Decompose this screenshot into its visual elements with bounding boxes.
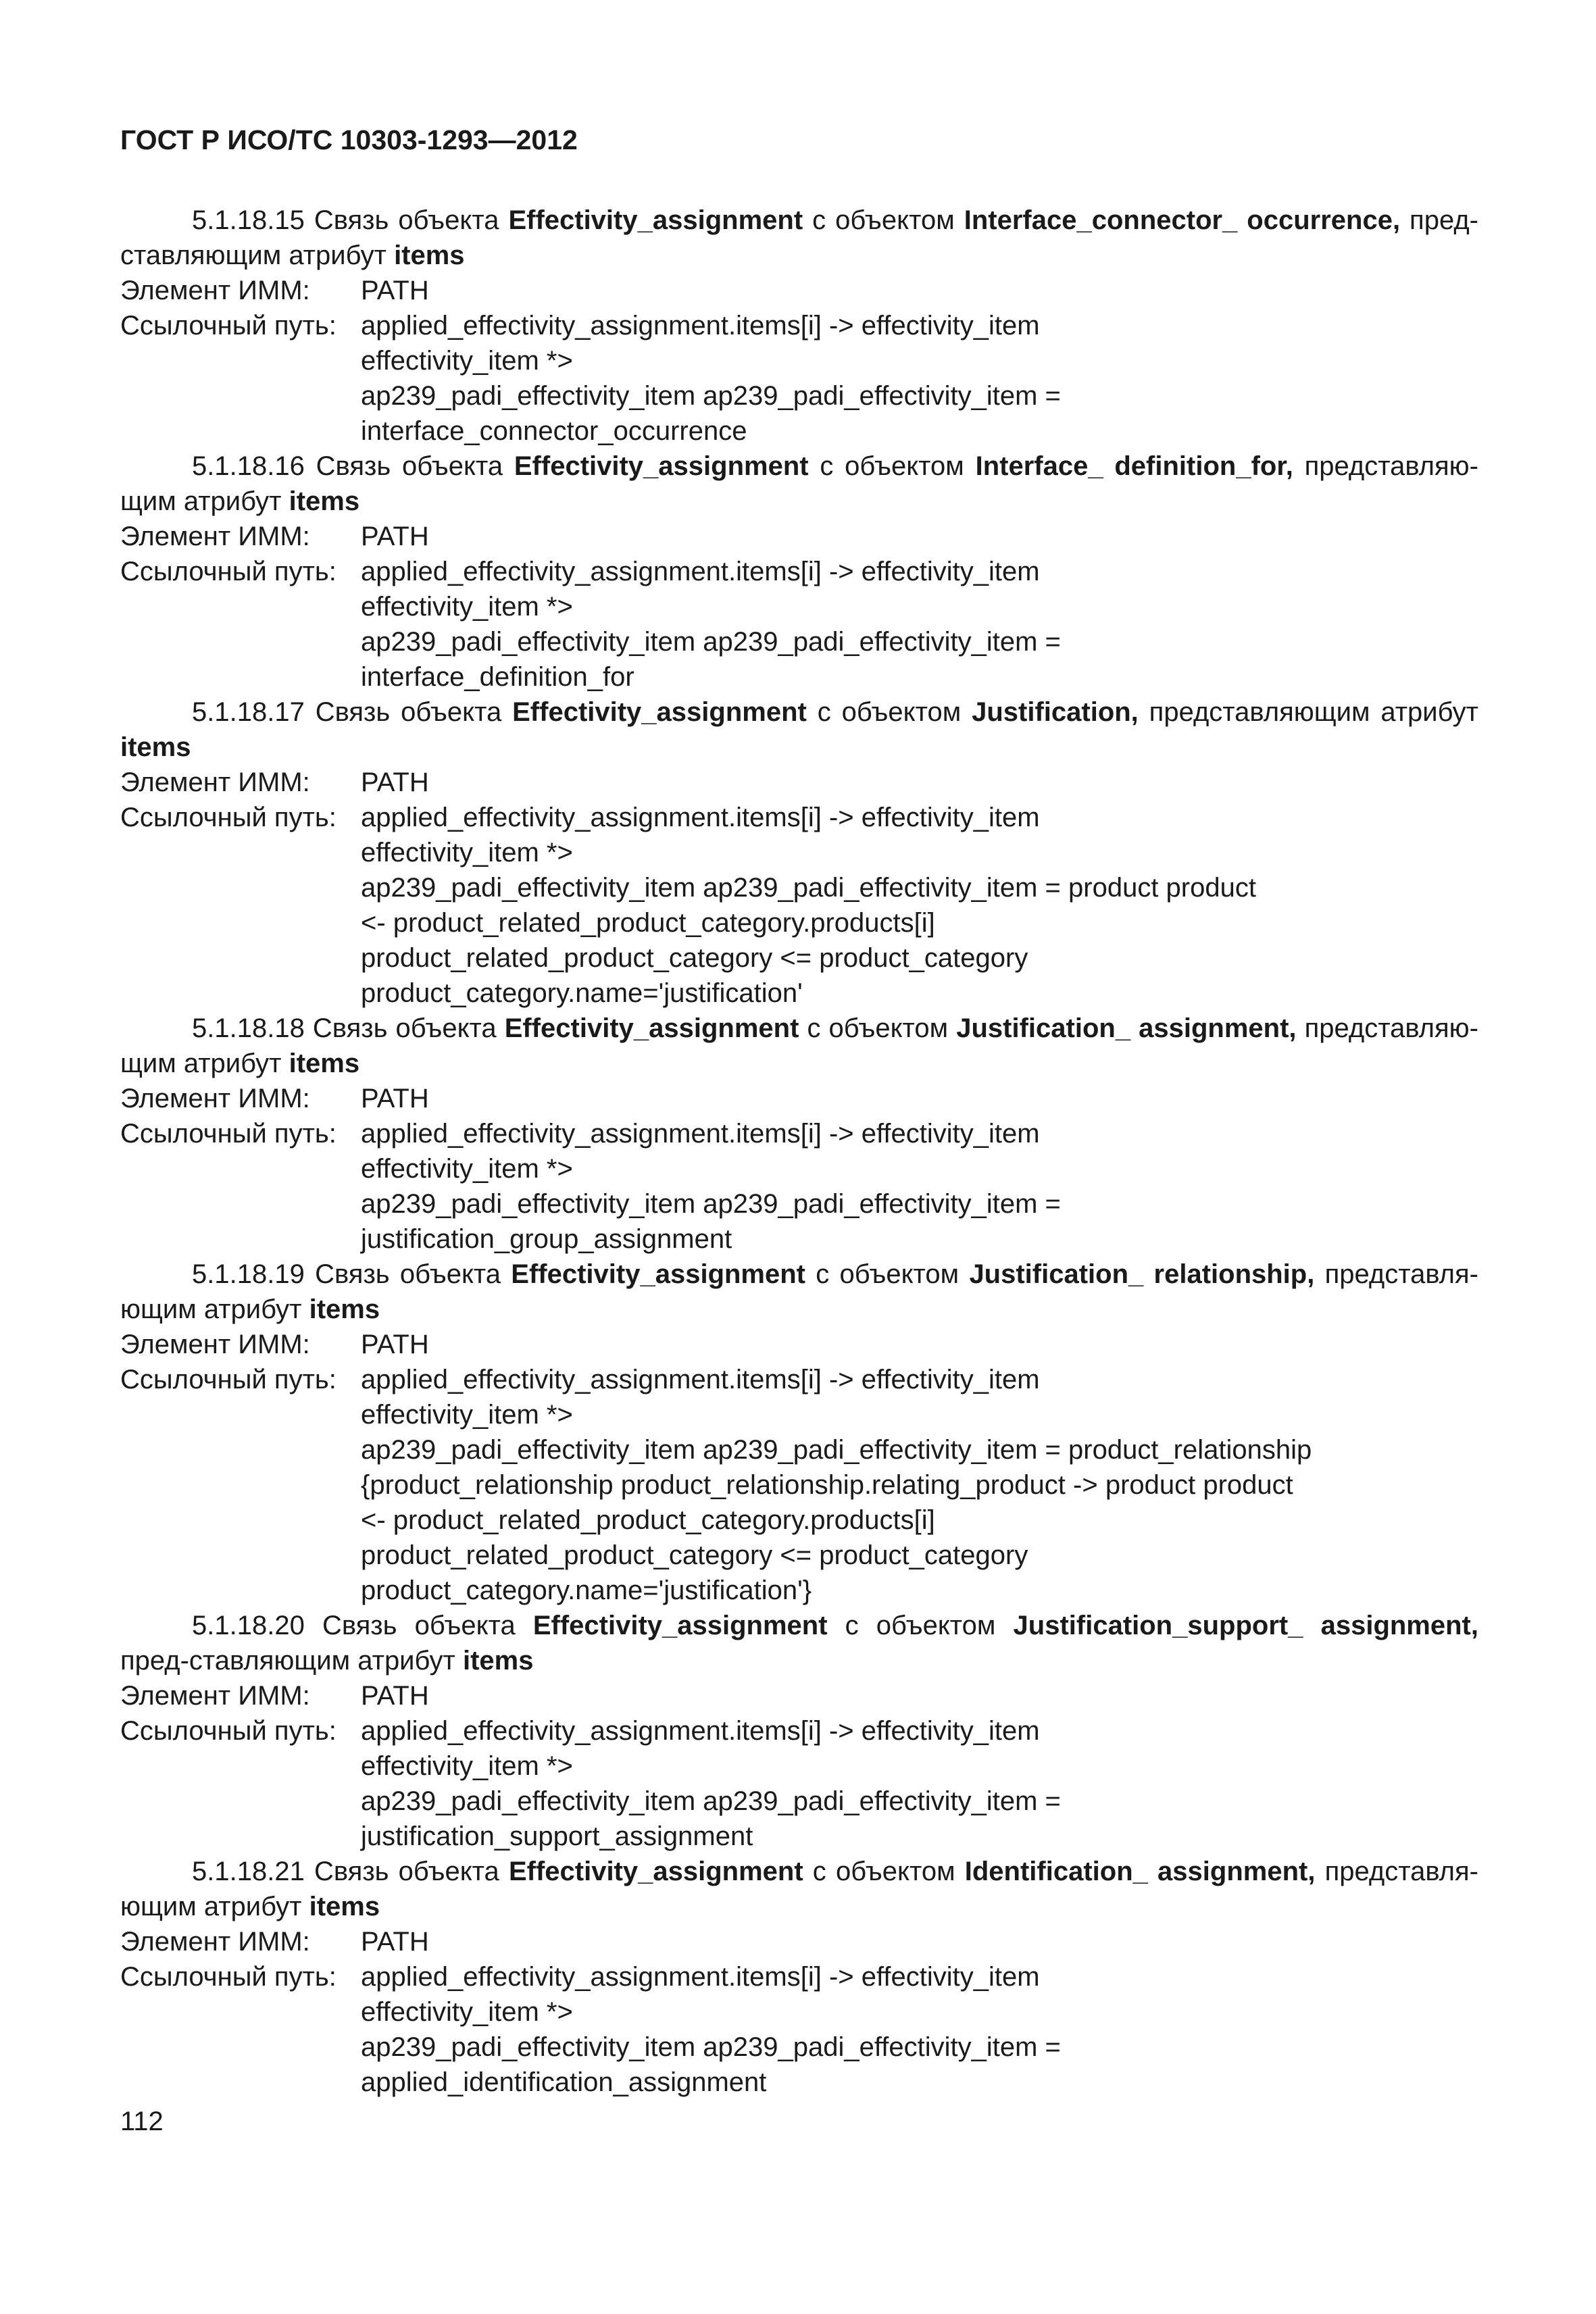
element-label: Элемент ИММ: xyxy=(120,1927,310,1957)
target-object-name: Interface_ definition_for, xyxy=(975,451,1293,481)
path-line: effectivity_item *> xyxy=(361,592,573,622)
section-heading xyxy=(120,695,1478,765)
path-line: justification_group_assignment xyxy=(361,1224,732,1254)
element-value: PATH xyxy=(361,768,429,797)
heading-text: с объектом xyxy=(805,1259,970,1289)
path-line: interface_definition_for xyxy=(361,662,634,692)
element-row xyxy=(120,1327,1478,1362)
heading-text: с объектом xyxy=(827,1611,1014,1640)
element-label: Элемент ИММ: xyxy=(120,768,310,797)
section-heading xyxy=(120,1854,1478,1924)
object-name: Effectivity_assignment xyxy=(514,451,809,481)
path-line: ap239_padi_effectivity_item ap239_padi_effectivity_item = xyxy=(361,381,1061,411)
section-heading xyxy=(120,449,1478,519)
path-label: Ссылочный путь: xyxy=(120,1119,336,1149)
section-5-1-18-15 xyxy=(120,203,1478,449)
element-row xyxy=(120,765,1478,800)
section-5-1-18-18 xyxy=(120,1011,1478,1257)
element-row xyxy=(120,1678,1478,1713)
path-label: Ссылочный путь: xyxy=(120,557,336,586)
path-row xyxy=(120,800,1478,835)
heading-text: пред-ставляющим атрибут xyxy=(120,1646,463,1676)
object-name: Effectivity_assignment xyxy=(508,205,803,235)
object-name: Effectivity_assignment xyxy=(532,1611,828,1640)
object-name: Effectivity_assignment xyxy=(504,1013,799,1043)
target-object-name: Justification, xyxy=(972,697,1139,727)
target-object-name: Justification_support_ assignment, xyxy=(1013,1611,1478,1640)
path-line: effectivity_item *> xyxy=(361,346,573,376)
element-label: Элемент ИММ: xyxy=(120,1330,310,1359)
heading-text: с объектом xyxy=(803,1857,965,1886)
heading-text: Связь объекта xyxy=(314,1857,509,1886)
heading-text: пред-ставляющим атрибут xyxy=(120,205,1478,270)
path-line: ap239_padi_effectivity_item ap239_padi_effectivity_item = xyxy=(361,627,1061,657)
element-label: Элемент ИММ: xyxy=(120,276,310,305)
heading-text: Связь объекта xyxy=(315,697,513,727)
path-label: Ссылочный путь: xyxy=(120,1962,336,1992)
section-number: 5.1.18.20 xyxy=(192,1611,305,1640)
path-label: Ссылочный путь: xyxy=(120,803,336,832)
path-line: product_related_product_category <= product_category xyxy=(361,943,1028,973)
attribute-name: items xyxy=(289,486,360,516)
section-5-1-18-19 xyxy=(120,1257,1478,1608)
target-object-name: Identification_ assignment, xyxy=(964,1857,1316,1886)
element-row xyxy=(120,1924,1478,1959)
path-label: Ссылочный путь: xyxy=(120,311,336,341)
path-line: <- product_related_product_category.products[i] xyxy=(361,1505,935,1535)
heading-text: с объектом xyxy=(806,697,972,727)
section-heading xyxy=(120,1257,1478,1327)
path-line: interface_connector_occurrence xyxy=(361,416,747,446)
element-label: Элемент ИММ: xyxy=(120,1681,310,1711)
section-5-1-18-16 xyxy=(120,449,1478,695)
target-object-name: Justification_ assignment, xyxy=(956,1013,1297,1043)
section-5-1-18-21 xyxy=(120,1854,1478,2100)
heading-text: представля-ющим атрибут xyxy=(120,1857,1478,1921)
heading-text: представля-ющим атрибут xyxy=(120,1259,1478,1324)
element-label: Элемент ИММ: xyxy=(120,1084,310,1113)
path-row xyxy=(120,1116,1478,1151)
element-value: PATH xyxy=(361,1084,429,1113)
section-number: 5.1.18.18 xyxy=(192,1013,305,1043)
element-row xyxy=(120,519,1478,554)
path-line: effectivity_item *> xyxy=(361,1997,573,2027)
heading-text: Связь объекта xyxy=(322,1611,533,1640)
path-line: ap239_padi_effectivity_item ap239_padi_effectivity_item = product product xyxy=(361,873,1256,903)
section-5-1-18-20 xyxy=(120,1608,1478,1854)
target-object-name: Justification_ relationship, xyxy=(969,1259,1315,1289)
element-row xyxy=(120,1081,1478,1116)
path-label: Ссылочный путь: xyxy=(120,1365,336,1394)
element-value: PATH xyxy=(361,1927,429,1957)
heading-text: Связь объекта xyxy=(316,451,514,481)
object-name: Effectivity_assignment xyxy=(511,1259,805,1289)
heading-text: с объектом xyxy=(808,451,976,481)
path-line: applied_identification_assignment xyxy=(361,2067,767,2097)
path-row xyxy=(120,308,1478,343)
element-value: PATH xyxy=(361,276,429,305)
path-row xyxy=(120,1959,1478,1994)
path-line: product_category.name='justification' xyxy=(361,978,803,1008)
heading-text: представляю-щим атрибут xyxy=(120,1013,1478,1078)
path-line: applied_effectivity_assignment.items[i] -> effectivity_item xyxy=(361,1119,1040,1149)
section-heading xyxy=(120,203,1478,273)
path-line: {product_relationship product_relationship.relating_product -> product product xyxy=(361,1470,1293,1500)
attribute-name: items xyxy=(309,1294,380,1324)
path-line: applied_effectivity_assignment.items[i] -> effectivity_item xyxy=(361,311,1040,341)
section-number: 5.1.18.21 xyxy=(192,1857,305,1886)
path-line: ap239_padi_effectivity_item ap239_padi_effectivity_item = xyxy=(361,1786,1061,1816)
path-line: ap239_padi_effectivity_item ap239_padi_effectivity_item = xyxy=(361,1189,1061,1219)
section-number: 5.1.18.15 xyxy=(192,205,305,235)
element-value: PATH xyxy=(361,1681,429,1711)
path-line: product_category.name='justification'} xyxy=(361,1576,812,1605)
document-header: ГОСТ Р ИСО/ТС 10303-1293—2012 xyxy=(120,124,578,155)
attribute-name: items xyxy=(394,241,465,270)
path-line: <- product_related_product_category.products[i] xyxy=(361,908,935,938)
section-5-1-18-17 xyxy=(120,695,1478,1011)
path-line: effectivity_item *> xyxy=(361,1154,573,1184)
section-number: 5.1.18.16 xyxy=(192,451,305,481)
object-name: Effectivity_assignment xyxy=(508,1857,803,1886)
path-line: justification_support_assignment xyxy=(361,1821,753,1851)
heading-text: с объектом xyxy=(799,1013,957,1043)
path-row xyxy=(120,1713,1478,1749)
element-row xyxy=(120,273,1478,308)
attribute-name: items xyxy=(463,1646,534,1676)
heading-text: представляющим атрибут xyxy=(1138,697,1478,727)
path-line: product_related_product_category <= product_category xyxy=(361,1540,1028,1570)
page-number: 112 xyxy=(120,2107,164,2136)
path-line: effectivity_item *> xyxy=(361,1400,573,1430)
path-line: applied_effectivity_assignment.items[i] -> effectivity_item xyxy=(361,803,1040,832)
heading-text: Связь объекта xyxy=(312,1013,505,1043)
attribute-name: items xyxy=(309,1892,380,1921)
element-value: PATH xyxy=(361,1330,429,1359)
path-line: ap239_padi_effectivity_item ap239_padi_effectivity_item = product_relationship xyxy=(361,1435,1312,1465)
element-value: PATH xyxy=(361,522,429,551)
attribute-name: items xyxy=(120,732,191,762)
object-name: Effectivity_assignment xyxy=(512,697,807,727)
section-heading xyxy=(120,1608,1478,1678)
heading-text: представляю-щим атрибут xyxy=(120,451,1478,516)
path-row xyxy=(120,1362,1478,1397)
target-object-name: Interface_connector_ occurrence, xyxy=(964,205,1401,235)
heading-text: с объектом xyxy=(803,205,964,235)
heading-text: Связь объекта xyxy=(314,205,509,235)
section-heading xyxy=(120,1011,1478,1081)
path-line: applied_effectivity_assignment.items[i] -> effectivity_item xyxy=(361,1962,1040,1992)
path-line: effectivity_item *> xyxy=(361,838,573,867)
document-body xyxy=(120,203,1478,2100)
path-row xyxy=(120,554,1478,589)
path-line: applied_effectivity_assignment.items[i] -> effectivity_item xyxy=(361,557,1040,586)
element-label: Элемент ИММ: xyxy=(120,522,310,551)
attribute-name: items xyxy=(289,1049,360,1078)
path-line: ap239_padi_effectivity_item ap239_padi_effectivity_item = xyxy=(361,2032,1061,2062)
section-number: 5.1.18.19 xyxy=(192,1259,305,1289)
path-line: effectivity_item *> xyxy=(361,1751,573,1781)
section-number: 5.1.18.17 xyxy=(192,697,305,727)
path-label: Ссылочный путь: xyxy=(120,1716,336,1746)
path-line: applied_effectivity_assignment.items[i] -> effectivity_item xyxy=(361,1716,1040,1746)
path-line: applied_effectivity_assignment.items[i] -> effectivity_item xyxy=(361,1365,1040,1394)
heading-text: Связь объекта xyxy=(315,1259,512,1289)
